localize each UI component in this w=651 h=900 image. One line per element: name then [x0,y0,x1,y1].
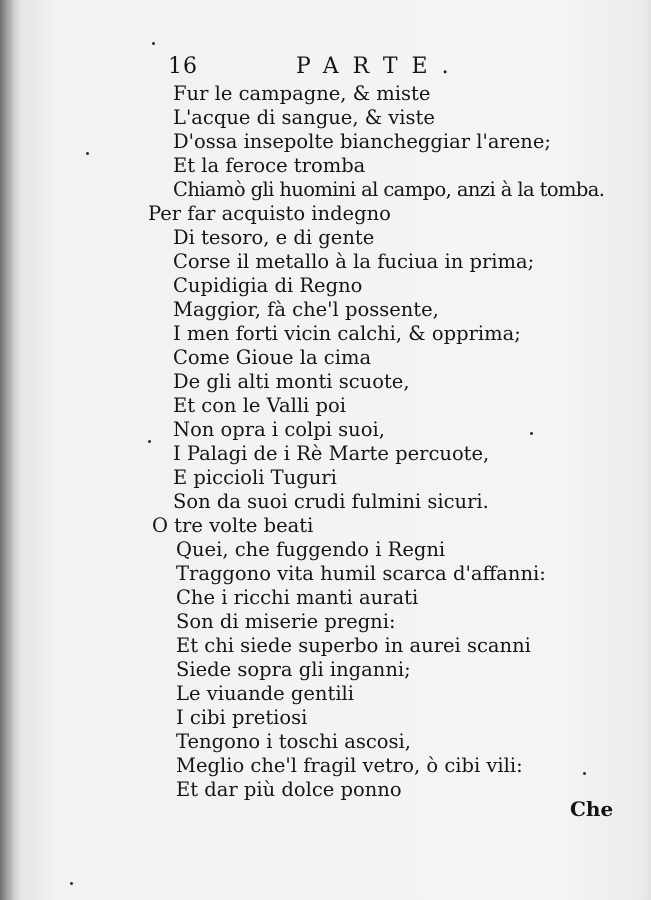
verse-line: Tengono i toschi ascosi, [176,730,411,753]
verse-line: Per far acquisto indegno [148,202,391,225]
verse-line: Meglio che'l fragil vetro, ò cibi vili: [176,754,523,777]
verse-line: Et la feroce tromba [173,154,366,177]
page-header [168,54,463,79]
verse-line: O tre volte beati [152,514,314,537]
verse-line: De gli alti monti scuote, [173,370,410,393]
ink-speck [583,772,586,775]
verse-line: I cibi pretiosi [176,706,308,729]
verse-line: Corse il metallo à la fuciua in prima; [173,250,535,273]
page-gutter-shadow [0,0,14,900]
verse-line: Traggono vita humil scarca d'affanni: [176,562,546,585]
ink-speck [70,882,73,885]
ink-speck [86,152,89,155]
page-number: 16 [168,54,198,79]
running-title: PARTE. [296,54,463,79]
verse-line: I Palagi de i Rè Marte percuote, [173,442,490,465]
verse-line: Maggior, fà che'l possente, [173,298,439,321]
verse-line: E piccioli Tuguri [173,466,337,489]
catchword: Che [570,797,614,821]
verse-line: Et con le Valli poi [173,394,346,417]
verse-line: Che i ricchi manti aurati [176,586,419,609]
verse-line: Cupidigia di Regno [173,274,363,297]
verse-line: Et chi siede superbo in aurei scanni [176,634,531,657]
verse-line: Di tesoro, e di gente [173,226,375,249]
verse-line: D'ossa insepolte biancheggiar l'arene; [173,130,551,153]
verse-line: Chiamò gli huomini al campo, anzi à la tomba. [173,178,605,201]
verse-line: L'acque di sangue, & viste [173,106,435,129]
ink-speck [152,42,155,45]
verse-line: I men forti vicin calchi, & opprima; [173,322,521,345]
ink-speck [530,432,533,435]
verse-line: Et dar più dolce ponno [176,778,402,801]
verse-line: Quei, che fuggendo i Regni [176,538,446,561]
ink-speck [148,440,151,443]
verse-line: Non opra i colpi suoi, [173,418,385,441]
verse-line: Son di miserie pregni: [176,610,396,633]
verse-line: Fur le campagne, & miste [173,82,431,105]
verse-line: Siede sopra gli inganni; [176,658,411,681]
verse-line: Come Gioue la cima [173,346,372,369]
verse-line: Son da suoi crudi fulmini sicuri. [173,490,489,513]
verse-line: Le viuande gentili [176,682,355,705]
